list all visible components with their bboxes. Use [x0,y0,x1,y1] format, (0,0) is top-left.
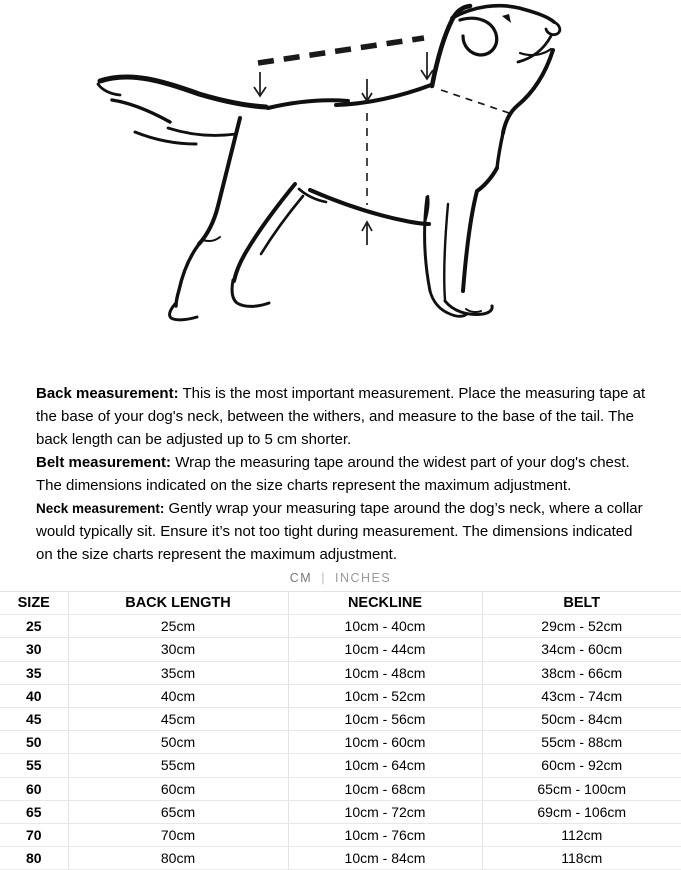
value-cell: 10cm - 48cm [288,661,482,684]
value-cell: 35cm [68,661,288,684]
size-cell: 80 [0,847,68,870]
size-cell: 25 [0,615,68,638]
header-row [0,592,681,615]
size-cell: 55 [0,754,68,777]
down-arrow-icon [362,79,372,101]
size-cell: 50 [0,731,68,754]
size-cell: 30 [0,638,68,661]
size-cell: 70 [0,823,68,846]
measurement-instruction: Belt measurement: Wrap the measuring tape around the widest part of your dog's chest. The dimensions indicated on the size charts represent the maximum adjustment. [36,454,630,494]
neck-measurement-guide [441,90,512,114]
unit-toggle [0,571,681,585]
dog-eye [502,14,511,23]
value-cell: 34cm - 60cm [482,638,681,661]
table-row [0,800,681,823]
value-cell: 112cm [482,823,681,846]
value-cell: 80cm [68,847,288,870]
instruction-label: Belt measurement: [36,454,172,471]
table-row [0,847,681,870]
size-chart-header [0,592,681,615]
value-cell: 10cm - 52cm [288,684,482,707]
down-arrow-icon [421,52,433,79]
table-row [0,615,681,638]
down-arrow-icon [254,72,266,96]
value-cell: 10cm - 56cm [288,707,482,730]
size-cell: 60 [0,777,68,800]
table-row [0,707,681,730]
value-cell: 60cm - 92cm [482,754,681,777]
value-cell: 29cm - 52cm [482,615,681,638]
table-row [0,661,681,684]
size-chart-body [0,615,681,870]
value-cell: 10cm - 76cm [288,823,482,846]
column-header-back-length: BACK LENGTH [68,592,288,615]
value-cell: 50cm - 84cm [482,707,681,730]
measurement-instruction: Neck measurement: Gently wrap your measuring tape around the dog’s neck, where a collar would typically sit. Ensure it’s not too tight during measurement. The dimensions indicated on the size charts represent the maximum adjustment. [36,500,643,563]
belt-measurement-guide [362,113,372,245]
table-row [0,754,681,777]
measurement-instruction: Back measurement: This is the most important measurement. Place the measuring tape at the base of your dog's neck, between the withers, and measure to the base of the tail. The back length can be adjusted up to 5 cm shorter. [36,385,646,448]
table-row [0,731,681,754]
size-cell: 35 [0,661,68,684]
up-arrow-icon [362,222,372,245]
value-cell: 30cm [68,638,288,661]
measurement-instructions [0,372,681,566]
value-cell: 55cm [68,754,288,777]
table-row [0,823,681,846]
value-cell: 60cm [68,777,288,800]
value-cell: 10cm - 40cm [288,615,482,638]
value-cell: 55cm - 88cm [482,731,681,754]
table-row [0,684,681,707]
column-header-neckline: NECKLINE [288,592,482,615]
instruction-label: Back measurement: [36,385,179,402]
value-cell: 38cm - 66cm [482,661,681,684]
value-cell: 10cm - 64cm [288,754,482,777]
column-header-size: SIZE [0,592,68,615]
value-cell: 65cm [68,800,288,823]
value-cell: 25cm [68,615,288,638]
dog-outline [98,6,560,320]
value-cell: 45cm [68,707,288,730]
unit-inches-button[interactable]: INCHES [334,571,392,585]
table-row [0,638,681,661]
column-header-belt: BELT [482,592,681,615]
value-cell: 69cm - 106cm [482,800,681,823]
value-cell: 10cm - 44cm [288,638,482,661]
unit-separator: | [321,571,326,585]
table-row [0,777,681,800]
value-cell: 10cm - 72cm [288,800,482,823]
value-cell: 65cm - 100cm [482,777,681,800]
value-cell: 50cm [68,731,288,754]
value-cell: 70cm [68,823,288,846]
unit-cm-button[interactable]: CM [289,571,313,585]
value-cell: 40cm [68,684,288,707]
size-chart-table [0,591,681,870]
value-cell: 10cm - 60cm [288,731,482,754]
size-cell: 45 [0,707,68,730]
value-cell: 10cm - 68cm [288,777,482,800]
value-cell: 43cm - 74cm [482,684,681,707]
value-cell: 10cm - 84cm [288,847,482,870]
dog-measurement-illustration [0,0,681,372]
value-cell: 118cm [482,847,681,870]
instruction-label: Neck measurement: [36,501,165,516]
size-cell: 40 [0,684,68,707]
size-cell: 65 [0,800,68,823]
